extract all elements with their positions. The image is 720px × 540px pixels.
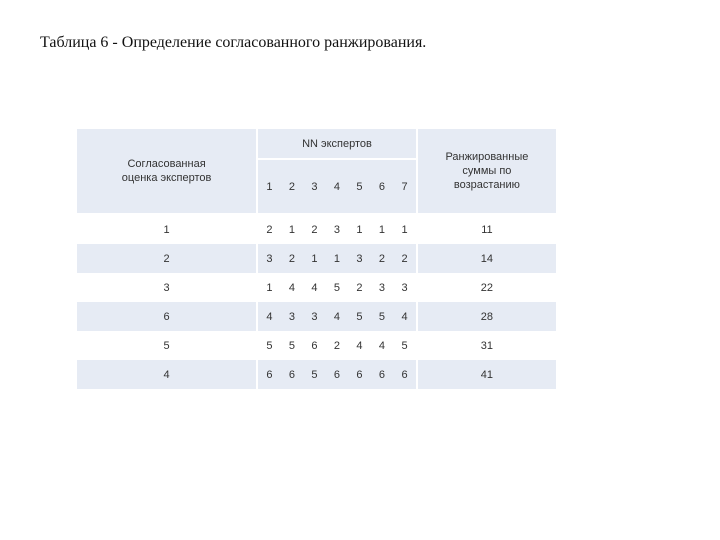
table-caption: Таблица 6 - Определение согласованного ранжирования. xyxy=(40,34,427,51)
cell-sum: 31 xyxy=(416,331,556,360)
cell-rank: 6 xyxy=(258,360,281,389)
header-expert-number: 2 xyxy=(281,160,304,215)
cell-rank: 3 xyxy=(303,302,326,331)
cell-rank: 1 xyxy=(258,273,281,302)
cell-rank: 5 xyxy=(326,273,349,302)
cell-rank: 5 xyxy=(393,331,416,360)
cell-rank: 5 xyxy=(303,360,326,389)
cell-rank: 6 xyxy=(326,360,349,389)
header-consensus-score xyxy=(77,129,258,215)
table-row xyxy=(77,360,556,389)
header-expert-number: 5 xyxy=(348,160,371,215)
cell-rank: 3 xyxy=(371,273,394,302)
cell-rank: 5 xyxy=(371,302,394,331)
cell-rank: 2 xyxy=(393,244,416,273)
cell-rank: 4 xyxy=(393,302,416,331)
cell-rank: 4 xyxy=(258,302,281,331)
cell-rank: 2 xyxy=(258,215,281,244)
cell-rank: 1 xyxy=(281,215,304,244)
cell-score: 5 xyxy=(77,331,258,360)
table-row xyxy=(77,331,556,360)
cell-rank: 2 xyxy=(281,244,304,273)
cell-rank: 5 xyxy=(258,331,281,360)
cell-rank: 2 xyxy=(303,215,326,244)
cell-rank: 2 xyxy=(371,244,394,273)
header-expert-number: 6 xyxy=(371,160,394,215)
header-expert-number: 4 xyxy=(326,160,349,215)
header-expert-number: 3 xyxy=(303,160,326,215)
cell-rank: 6 xyxy=(281,360,304,389)
cell-rank: 3 xyxy=(348,244,371,273)
cell-sum: 22 xyxy=(416,273,556,302)
header-row-top xyxy=(77,129,556,160)
cell-rank: 3 xyxy=(258,244,281,273)
table-row xyxy=(77,302,556,331)
cell-rank: 3 xyxy=(281,302,304,331)
header-ranked-sums xyxy=(416,129,556,215)
header-expert-group: NN экспертов xyxy=(258,129,416,160)
cell-rank: 6 xyxy=(393,360,416,389)
cell-rank: 4 xyxy=(326,302,349,331)
cell-score: 1 xyxy=(77,215,258,244)
table-row xyxy=(77,215,556,244)
cell-rank: 1 xyxy=(348,215,371,244)
cell-rank: 3 xyxy=(393,273,416,302)
cell-rank: 4 xyxy=(371,331,394,360)
cell-rank: 3 xyxy=(326,215,349,244)
cell-score: 6 xyxy=(77,302,258,331)
cell-rank: 1 xyxy=(371,215,394,244)
cell-rank: 2 xyxy=(326,331,349,360)
cell-sum: 41 xyxy=(416,360,556,389)
cell-sum: 28 xyxy=(416,302,556,331)
ranking-table xyxy=(77,129,556,389)
cell-rank: 4 xyxy=(303,273,326,302)
cell-sum: 11 xyxy=(416,215,556,244)
cell-rank: 5 xyxy=(348,302,371,331)
cell-rank: 2 xyxy=(348,273,371,302)
cell-rank: 6 xyxy=(348,360,371,389)
header-expert-number: 1 xyxy=(258,160,281,215)
table-row xyxy=(77,244,556,273)
header-ranked-sums-text: Ранжированные суммы по возрастанию xyxy=(445,151,529,191)
cell-rank: 1 xyxy=(326,244,349,273)
header-consensus-score-text: Согласованная оценка экспертов xyxy=(121,158,212,184)
cell-score: 4 xyxy=(77,360,258,389)
cell-rank: 5 xyxy=(281,331,304,360)
cell-sum: 14 xyxy=(416,244,556,273)
cell-rank: 6 xyxy=(371,360,394,389)
cell-rank: 4 xyxy=(281,273,304,302)
cell-rank: 1 xyxy=(303,244,326,273)
cell-rank: 1 xyxy=(393,215,416,244)
cell-score: 3 xyxy=(77,273,258,302)
cell-rank: 6 xyxy=(303,331,326,360)
table-row xyxy=(77,273,556,302)
cell-score: 2 xyxy=(77,244,258,273)
cell-rank: 4 xyxy=(348,331,371,360)
header-expert-number: 7 xyxy=(393,160,416,215)
